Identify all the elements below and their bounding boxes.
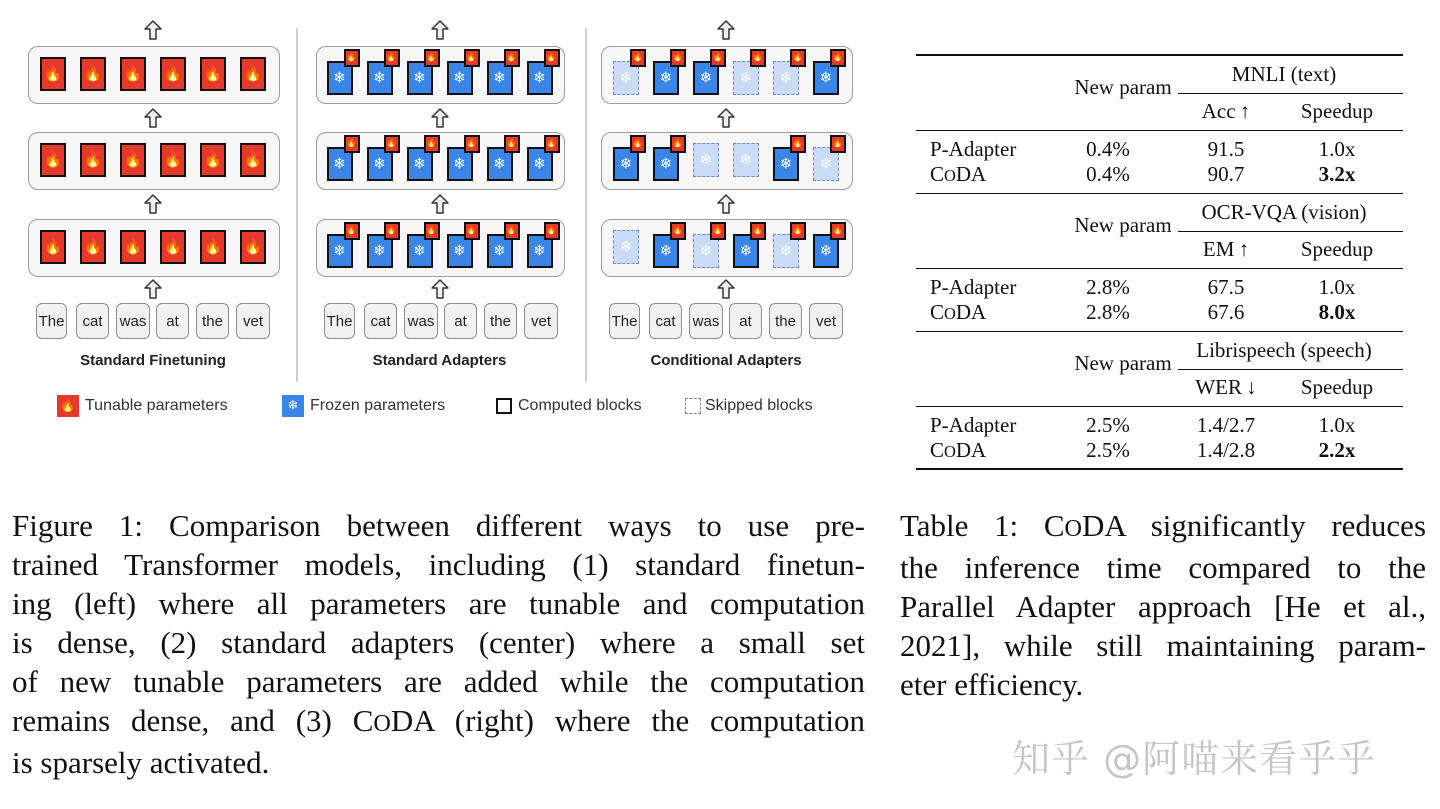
snowflake-icon: ❄: [533, 154, 546, 173]
fire-icon: 🔥: [123, 237, 143, 256]
legend-tunable: [57, 394, 228, 418]
fire-icon: 🔥: [425, 225, 438, 236]
snowflake-icon: ❄: [533, 241, 546, 260]
fire-icon: 🔥: [545, 138, 558, 149]
fire-icon: 🔥: [43, 64, 63, 83]
table-rule: [916, 193, 1403, 194]
snowflake-icon: ❄: [619, 237, 633, 256]
adapter-badge: [344, 49, 360, 67]
adapter-badge: [630, 49, 646, 67]
adapter-badge: [544, 222, 560, 240]
table-rule: [916, 54, 1403, 56]
skipped-block: [613, 230, 639, 264]
watermark: 知乎 @阿喵来看乎乎: [1012, 737, 1377, 781]
legend-computed: [496, 394, 642, 418]
new-param-cell: 0.4%: [1086, 137, 1130, 161]
adapter-badge: [504, 222, 520, 240]
up-arrow-icon: [431, 194, 449, 219]
adapter-badge: [464, 135, 480, 153]
snowflake-icon: ❄: [373, 68, 386, 87]
snowflake-icon: ❄: [493, 241, 506, 260]
snowflake-icon: ❄: [779, 68, 793, 87]
token-at: at: [729, 303, 762, 339]
table-rule: [1178, 369, 1403, 370]
legend-computed-swatch: [496, 398, 512, 414]
fire-icon: 🔥: [43, 237, 63, 256]
caption-line: remains dense, and (3) CODA (right) where the computation: [12, 703, 865, 738]
table-rule: [1178, 231, 1403, 232]
token-at: at: [156, 303, 189, 339]
up-arrow-icon: [144, 194, 162, 219]
table-rule: [916, 406, 1403, 407]
speedup-header: Speedup: [1300, 375, 1374, 399]
token-the: The: [36, 303, 67, 339]
snowflake-icon: ❄: [453, 241, 466, 260]
snowflake-icon: ❄: [739, 150, 753, 169]
caption-line: trained Transformer models, including (1) standard finetun-: [12, 547, 865, 582]
metric-cell: 67.6: [1207, 300, 1245, 324]
fire-icon: 🔥: [832, 138, 844, 149]
tunable-block: [160, 143, 186, 177]
token-the: the: [484, 303, 517, 339]
snowflake-icon: ❄: [779, 154, 793, 173]
fire-icon: 🔥: [672, 138, 684, 149]
adapter-badge: [830, 222, 846, 240]
fire-icon: 🔥: [752, 52, 764, 63]
token-the: the: [769, 303, 802, 339]
snowflake-icon: ❄: [533, 68, 546, 87]
snowflake-icon: ❄: [373, 241, 386, 260]
snowflake-icon: ❄: [739, 241, 753, 260]
token-vet: vet: [236, 303, 270, 339]
legend-frozen: [282, 394, 445, 418]
speedup-header: Speedup: [1300, 237, 1374, 261]
snowflake-icon: ❄: [287, 398, 299, 414]
token-was: was: [404, 303, 438, 339]
fire-icon: 🔥: [752, 225, 764, 236]
token-at: at: [444, 303, 477, 339]
adapter-badge: [790, 222, 806, 240]
adapter-badge: [464, 222, 480, 240]
adapter-badge: [504, 135, 520, 153]
tunable-block: [40, 143, 66, 177]
panel-title: Standard Adapters: [372, 352, 507, 369]
up-arrow-icon: [717, 108, 735, 133]
up-arrow-icon: [717, 20, 735, 45]
metric-header: EM ↑: [1202, 237, 1250, 261]
skipped-block: [733, 143, 759, 177]
speedup-cell: 1.0x: [1318, 137, 1356, 161]
token-cat: cat: [649, 303, 682, 339]
metric-cell: 1.4/2.8: [1196, 438, 1256, 462]
up-arrow-icon: [144, 108, 162, 133]
coda-name: CODA: [352, 703, 434, 738]
snowflake-icon: ❄: [699, 150, 713, 169]
fire-icon: 🔥: [83, 64, 103, 83]
adapter-badge: [344, 135, 360, 153]
adapter-badge: [670, 49, 686, 67]
up-arrow-icon: [431, 108, 449, 133]
fire-icon: 🔥: [545, 52, 558, 63]
snowflake-icon: ❄: [333, 68, 346, 87]
fire-icon: 🔥: [632, 138, 644, 149]
caption-line: of new tunable parameters are added while the computation: [12, 664, 865, 699]
adapter-badge: [710, 222, 726, 240]
legend-skipped-label: Skipped blocks: [705, 397, 813, 414]
panel-divider: [585, 28, 587, 382]
adapter-badge: [464, 49, 480, 67]
method-name: P-Adapter: [930, 137, 1017, 161]
legend-skipped: [685, 394, 813, 418]
skipped-block: [693, 143, 719, 177]
fire-icon: 🔥: [465, 52, 478, 63]
up-arrow-icon: [717, 194, 735, 219]
table-rule: [916, 268, 1403, 269]
fire-icon: 🔥: [632, 52, 644, 63]
adapter-badge: [670, 222, 686, 240]
tunable-block: [120, 143, 146, 177]
token-the: The: [609, 303, 640, 339]
new-param-cell: 2.5%: [1086, 438, 1130, 462]
adapter-badge: [424, 49, 440, 67]
snowflake-icon: ❄: [699, 241, 713, 260]
new-param-header: New param: [1074, 213, 1172, 237]
adapter-badge: [750, 49, 766, 67]
tunable-block: [200, 230, 226, 264]
adapter-badge: [710, 49, 726, 67]
metric-header: Acc ↑: [1201, 99, 1251, 123]
adapter-badge: [544, 135, 560, 153]
token-the: The: [324, 303, 355, 339]
fire-icon: 🔥: [163, 150, 183, 169]
legend-tunable-label: Tunable parameters: [85, 397, 228, 414]
caption-line: eter efficiency.: [900, 667, 1084, 702]
adapter-badge: [790, 135, 806, 153]
method-cell: [930, 164, 986, 185]
tunable-block: [40, 57, 66, 91]
fire-icon: 🔥: [672, 225, 684, 236]
snowflake-icon: ❄: [413, 68, 426, 87]
method-cell: [930, 277, 1016, 298]
snowflake-icon: ❄: [453, 154, 466, 173]
token-was: was: [689, 303, 723, 339]
fire-icon: 🔥: [712, 225, 724, 236]
fire-icon: 🔥: [385, 52, 398, 63]
task-header: Librispeech (speech): [1196, 338, 1372, 362]
caption-line: Table 1: CODA significantly reduces: [900, 508, 1427, 543]
new-param-cell: 0.4%: [1086, 162, 1130, 186]
speedup-cell: 1.0x: [1318, 413, 1356, 437]
snowflake-icon: ❄: [453, 68, 466, 87]
snowflake-icon: ❄: [413, 154, 426, 173]
method-name: CODA: [930, 300, 987, 324]
legend-computed-label: Computed blocks: [518, 397, 642, 414]
adapter-badge: [504, 49, 520, 67]
metric-cell: 91.5: [1207, 137, 1245, 161]
token-vet: vet: [524, 303, 558, 339]
panel-title: Conditional Adapters: [650, 352, 802, 369]
snowflake-icon: ❄: [819, 154, 833, 173]
adapter-badge: [830, 135, 846, 153]
fire-icon: 🔥: [83, 150, 103, 169]
caption-line: is sparsely activated.: [12, 745, 270, 780]
adapter-badge: [750, 222, 766, 240]
fire-icon: 🔥: [425, 138, 438, 149]
metric-cell: 1.4/2.7: [1196, 413, 1256, 437]
snowflake-icon: ❄: [333, 154, 346, 173]
snowflake-icon: ❄: [333, 241, 346, 260]
results-table: [916, 54, 1403, 474]
tunable-block: [160, 57, 186, 91]
caption-line: ing (left) where all parameters are tunable and computation: [12, 586, 865, 621]
legend-skipped-swatch: [685, 398, 701, 414]
snowflake-icon: ❄: [619, 68, 633, 87]
token-vet: vet: [809, 303, 843, 339]
token-cat: cat: [76, 303, 109, 339]
snowflake-icon: ❄: [619, 154, 633, 173]
figure-caption: [12, 506, 865, 782]
caption-line: Figure 1: Comparison between different ways to use pre-: [12, 508, 865, 543]
fire-icon: 🔥: [545, 225, 558, 236]
snowflake-icon: ❄: [493, 154, 506, 173]
up-arrow-icon: [717, 279, 735, 304]
snowflake-icon: ❄: [659, 68, 673, 87]
tunable-block: [200, 143, 226, 177]
caption-line: 2021], while still maintaining param-: [900, 628, 1426, 663]
fire-icon: 🔥: [59, 398, 77, 414]
snowflake-icon: ❄: [659, 241, 673, 260]
tunable-block: [240, 143, 266, 177]
adapter-badge: [670, 135, 686, 153]
tunable-block: [240, 230, 266, 264]
token-was: was: [116, 303, 150, 339]
new-param-cell: 2.5%: [1086, 413, 1130, 437]
fire-icon: 🔥: [243, 237, 263, 256]
method-name: CODA: [930, 438, 987, 462]
coda-name: CODA: [1043, 508, 1126, 543]
metric-cell: 90.7: [1207, 162, 1245, 186]
new-param-header: New param: [1074, 351, 1172, 375]
legend-frozen-label: Frozen parameters: [310, 397, 446, 414]
snowflake-icon: ❄: [699, 68, 713, 87]
adapter-badge: [344, 222, 360, 240]
panel-title: Standard Finetuning: [80, 352, 226, 369]
panel-divider: [296, 28, 298, 382]
table-rule: [916, 468, 1403, 470]
up-arrow-icon: [431, 279, 449, 304]
fire-icon: 🔥: [672, 52, 684, 63]
tunable-block: [120, 57, 146, 91]
tunable-block: [40, 230, 66, 264]
fire-icon: 🔥: [83, 237, 103, 256]
adapter-badge: [424, 222, 440, 240]
fire-icon: 🔥: [345, 138, 358, 149]
adapter-badge: [384, 49, 400, 67]
method-cell: [930, 139, 1016, 160]
method-name: P-Adapter: [930, 275, 1017, 299]
task-header: OCR-VQA (vision): [1201, 200, 1367, 224]
adapter-badge: [384, 222, 400, 240]
legend-tunable-swatch: [57, 395, 79, 417]
caption-line: Parallel Adapter approach [He et al.,: [900, 589, 1426, 624]
fire-icon: 🔥: [243, 64, 263, 83]
fire-icon: 🔥: [832, 52, 844, 63]
fire-icon: 🔥: [792, 138, 804, 149]
token-cat: cat: [364, 303, 397, 339]
fire-icon: 🔥: [505, 52, 518, 63]
snowflake-icon: ❄: [413, 241, 426, 260]
fire-icon: 🔥: [385, 138, 398, 149]
task-header: MNLI (text): [1231, 62, 1337, 86]
new-param-cell: 2.8%: [1086, 275, 1130, 299]
speedup-header: Speedup: [1300, 99, 1374, 123]
caption-line: the inference time compared to the: [900, 550, 1426, 585]
fire-icon: 🔥: [505, 138, 518, 149]
snowflake-icon: ❄: [493, 68, 506, 87]
fire-icon: 🔥: [712, 52, 724, 63]
method-cell: [930, 302, 986, 323]
metric-cell: 67.5: [1207, 275, 1245, 299]
fire-icon: 🔥: [505, 225, 518, 236]
snowflake-icon: ❄: [779, 241, 793, 260]
fire-icon: 🔥: [43, 150, 63, 169]
snowflake-icon: ❄: [373, 154, 386, 173]
tunable-block: [120, 230, 146, 264]
up-arrow-icon: [144, 20, 162, 45]
method-name: P-Adapter: [930, 413, 1017, 437]
caption-line: is dense, (2) standard adapters (center) where a small set: [12, 625, 865, 660]
snowflake-icon: ❄: [739, 68, 753, 87]
method-cell: [930, 415, 1016, 436]
speedup-cell: 2.2x: [1318, 438, 1356, 462]
table-rule: [1178, 93, 1403, 94]
new-param-cell: 2.8%: [1086, 300, 1130, 324]
fire-icon: 🔥: [123, 64, 143, 83]
fire-icon: 🔥: [465, 225, 478, 236]
tunable-block: [160, 230, 186, 264]
adapter-badge: [424, 135, 440, 153]
fire-icon: 🔥: [345, 225, 358, 236]
up-arrow-icon: [144, 279, 162, 304]
adapter-badge: [830, 49, 846, 67]
tunable-block: [240, 57, 266, 91]
up-arrow-icon: [431, 20, 449, 45]
adapter-badge: [384, 135, 400, 153]
snowflake-icon: ❄: [819, 241, 833, 260]
fire-icon: 🔥: [243, 150, 263, 169]
fire-icon: 🔥: [123, 150, 143, 169]
tunable-block: [200, 57, 226, 91]
snowflake-icon: ❄: [819, 68, 833, 87]
snowflake-icon: ❄: [659, 154, 673, 173]
metric-header: WER ↓: [1195, 375, 1257, 399]
tunable-block: [80, 143, 106, 177]
fire-icon: 🔥: [832, 225, 844, 236]
fire-icon: 🔥: [465, 138, 478, 149]
fire-icon: 🔥: [203, 64, 223, 83]
fire-icon: 🔥: [792, 52, 804, 63]
fire-icon: 🔥: [203, 150, 223, 169]
speedup-cell: 8.0x: [1318, 300, 1356, 324]
speedup-cell: 3.2x: [1318, 162, 1356, 186]
speedup-cell: 1.0x: [1318, 275, 1356, 299]
adapter-badge: [790, 49, 806, 67]
fire-icon: 🔥: [163, 237, 183, 256]
fire-icon: 🔥: [345, 52, 358, 63]
method-cell: [930, 440, 986, 461]
table-rule: [916, 331, 1403, 332]
method-name: CODA: [930, 162, 987, 186]
fire-icon: 🔥: [163, 64, 183, 83]
table-caption: [900, 506, 1426, 704]
fire-icon: 🔥: [425, 52, 438, 63]
adapter-badge: [630, 135, 646, 153]
token-the: the: [196, 303, 229, 339]
fire-icon: 🔥: [792, 225, 804, 236]
table-rule: [916, 130, 1403, 131]
new-param-header: New param: [1074, 75, 1172, 99]
legend-frozen-swatch: [282, 395, 304, 417]
figure-1: [0, 0, 870, 470]
tunable-block: [80, 230, 106, 264]
fire-icon: 🔥: [385, 225, 398, 236]
fire-icon: 🔥: [203, 237, 223, 256]
adapter-badge: [544, 49, 560, 67]
tunable-block: [80, 57, 106, 91]
